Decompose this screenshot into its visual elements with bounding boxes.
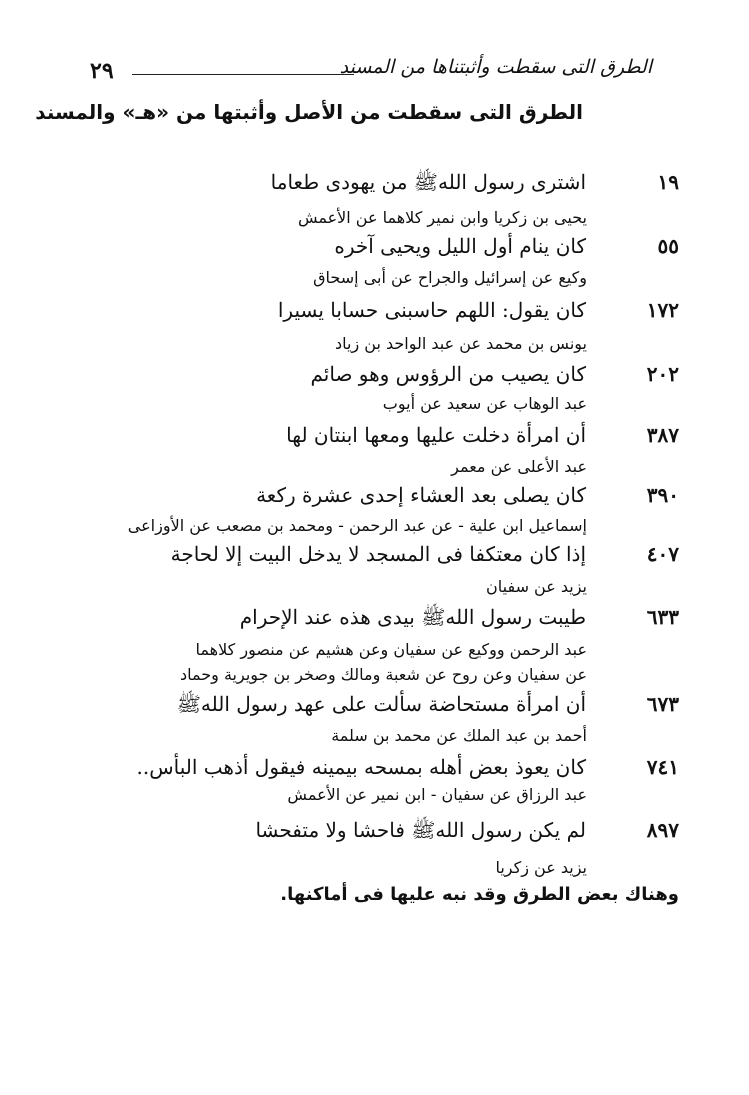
hadith-number: ٢٠٢: [646, 362, 679, 386]
running-header: [84, 56, 652, 86]
hadith-text: كان يصيب من الرؤوس وهو صائم: [310, 362, 586, 386]
header-rule: [132, 74, 354, 75]
narrator-chain: عبد الأعلى عن معمر: [451, 457, 587, 476]
page-number: ٢٩: [90, 58, 114, 84]
hadith-number: ٣٨٧: [646, 423, 679, 447]
narrator-chain: أحمد بن عبد الملك عن محمد بن سلمة: [331, 726, 587, 745]
hadith-text: كان يقول: اللهم حاسبنى حسابا يسيرا: [277, 298, 586, 322]
hadith-number: ١٧٢: [646, 298, 679, 322]
hadith-number: ٧٤١: [646, 755, 679, 779]
narrator-chain: يزيد عن زكريا: [495, 858, 587, 877]
hadith-text: طيبت رسول اللهﷺ بيدى هذه عند الإحرام: [239, 605, 586, 629]
hadith-number: ٦٧٣: [646, 692, 679, 716]
hadith-text: إذا كان معتكفا فى المسجد لا يدخل البيت إلا لحاجة: [170, 542, 586, 566]
narrator-chain: عبد الرحمن ووكيع عن سفيان وعن هشيم عن منصور كلاهما: [195, 640, 587, 659]
hadith-text: كان ينام أول الليل ويحيى آخره: [334, 234, 586, 258]
narrator-chain: إسماعيل ابن علية - عن عبد الرحمن - ومحمد بن مصعب عن الأوزاعى: [127, 516, 587, 535]
hadith-number: ١٩: [657, 170, 679, 194]
narrator-chain: وكيع عن إسرائيل والجراح عن أبى إسحاق: [313, 268, 587, 287]
hadith-text: كان يعوذ بعض أهله بمسحه بيمينه فيقول أذهب البأس..: [136, 755, 586, 779]
hadith-text: أن امرأة دخلت عليها ومعها ابنتان لها: [286, 423, 586, 447]
hadith-text: أن امرأة مستحاضة سألت على عهد رسول اللهﷺ: [176, 692, 586, 716]
hadith-number: ٤٠٧: [646, 542, 679, 566]
narrator-chain: يحيى بن زكريا وابن نمير كلاهما عن الأعمش: [297, 208, 587, 227]
hadith-number: ٦٣٣: [646, 605, 679, 629]
hadith-text: اشترى رسول اللهﷺ من يهودى طعاما: [270, 170, 586, 194]
hadith-text: كان يصلى بعد العشاء إحدى عشرة ركعة: [256, 483, 586, 507]
narrator-chain: عن سفيان وعن روح عن شعبة ومالك وصخر بن جويرية وحماد: [180, 665, 587, 684]
hadith-text: لم يكن رسول اللهﷺ فاحشا ولا متفحشا: [255, 818, 586, 842]
hadith-number: ٣٩٠: [646, 483, 679, 507]
section-title: الطرق التى سقطت من الأصل وأثبتها من «هـ» والمسند: [35, 100, 583, 124]
narrator-chain: عبد الوهاب عن سعيد عن أيوب: [382, 394, 587, 413]
narrator-chain: عبد الرزاق عن سفيان - ابن نمير عن الأعمش: [287, 785, 587, 804]
narrator-chain: يزيد عن سفيان: [486, 577, 587, 596]
narrator-chain: يونس بن محمد عن عبد الواحد بن زياد: [335, 334, 587, 353]
closing-note: وهناك بعض الطرق وقد نبه عليها فى أماكنها.: [280, 884, 679, 905]
hadith-number: ٨٩٧: [646, 818, 679, 842]
hadith-number: ٥٥: [657, 234, 679, 258]
running-title: الطرق التى سقطت وأثبتناها من المسند: [339, 56, 652, 78]
